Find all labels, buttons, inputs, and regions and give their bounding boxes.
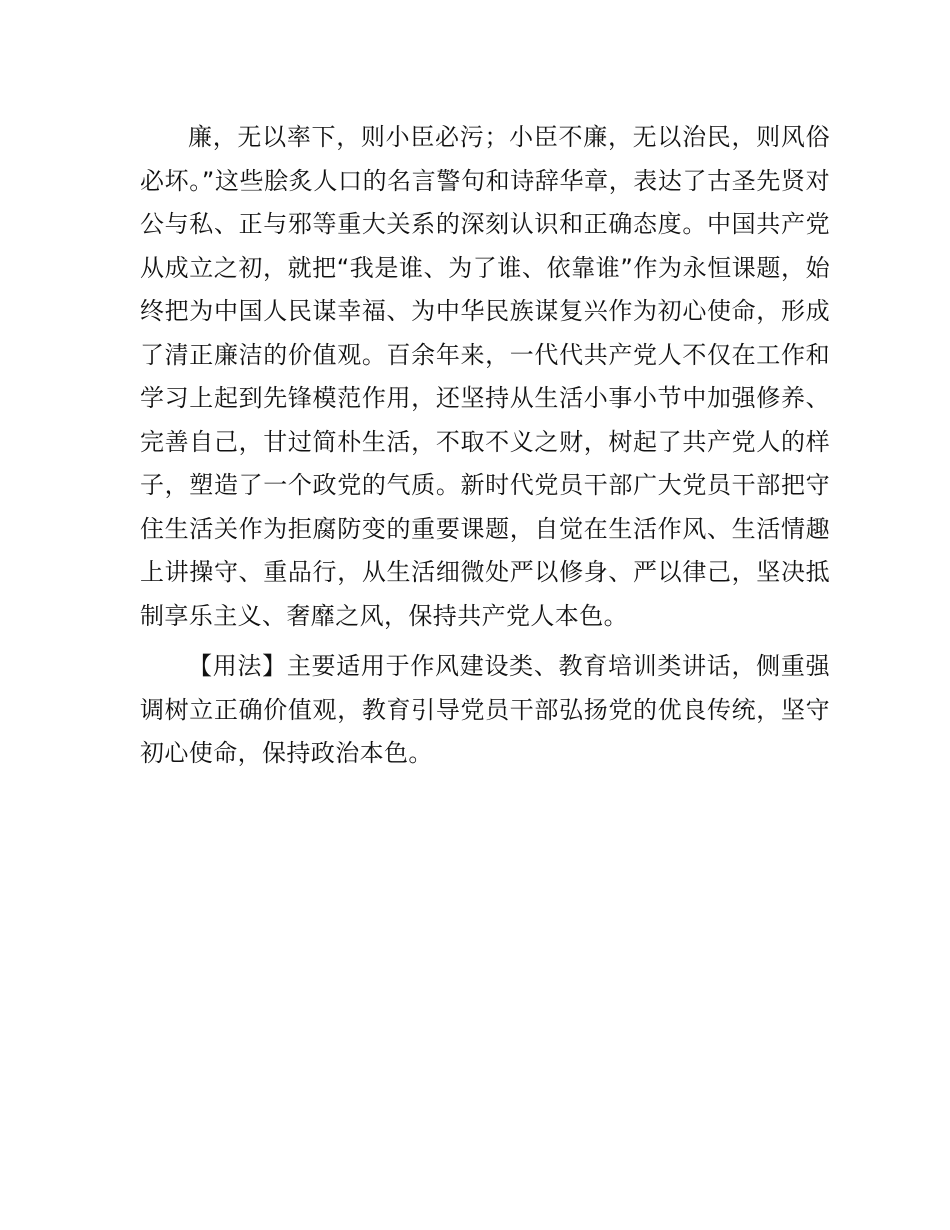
body-text — [140, 116, 830, 776]
paragraph-integrity-values: 廉，无以率下，则小臣必污；小臣不廉，无以治民，则风俗必坏。”这些脍炙人口的名言警句和诗辞华章，表达了古圣先贤对公与私、正与邪等重大关系的深刻认识和正确态度。中国共产党从成立之初，就把“我是谁、为了谁、依靠谁”作为永恒课题，始终把为中国人民谋幸福、为中华民族谋复兴作为初心使命，形成了清正廉洁的价值观。百余年来，一代代共产党人不仅在工作和学习上起到先锋模范作用，还坚持从生活小事小节中加强修养、完善自己，甘过简朴生活，不取不义之财，树起了共产党人的样子，塑造了一个政党的气质。新时代党员干部广大党员干部把守住生活关作为拒腐防变的重要课题，自觉在生活作风、生活情趣上讲操守、重品行，从生活细微处严以修身、严以律己，坚决抵制享乐主义、奢靡之风，保持共产党人本色。 — [140, 123, 831, 630]
paragraph-usage-note: 【用法】主要适用于作风建设类、教育培训类讲话，侧重强调树立正确价值观，教育引导党员干部弘扬党的优良传统，坚守初心使命，保持政治本色。 — [140, 652, 830, 767]
